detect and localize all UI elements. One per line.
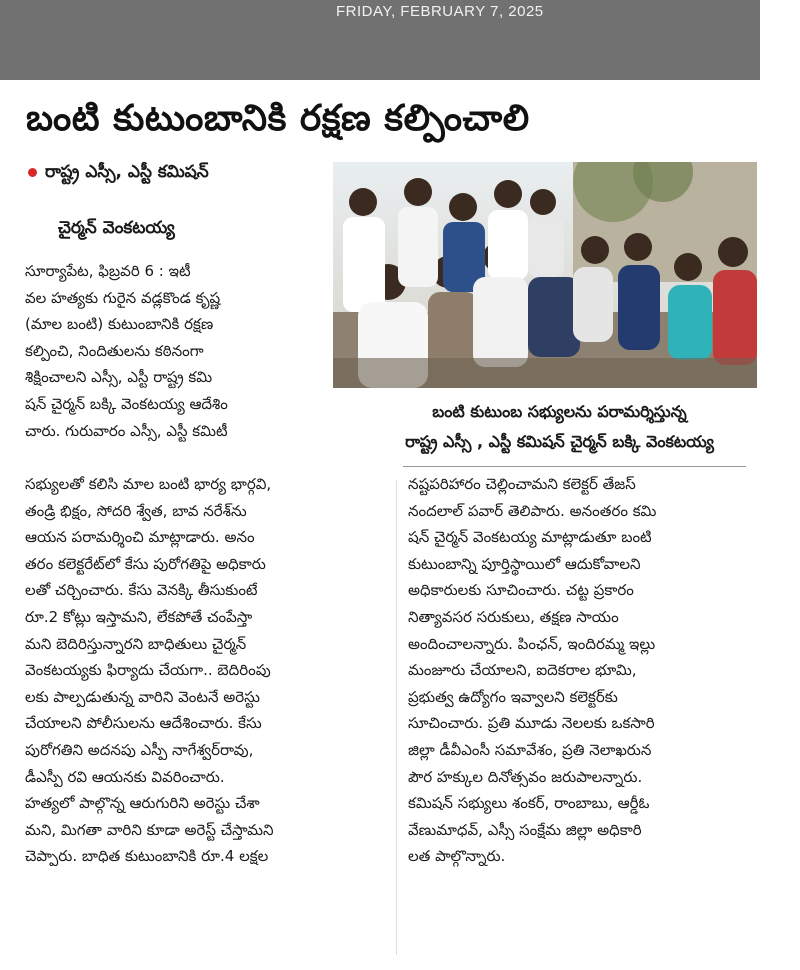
subheadline-1 — [28, 162, 209, 186]
news-photo — [333, 162, 757, 388]
body-column-left-top — [25, 258, 325, 444]
page-margin — [760, 0, 800, 970]
photo-caption-line: బంటి కుటుంబ సభ్యులను పరామర్శిస్తున్న — [432, 402, 687, 421]
group-meeting-photo-icon — [333, 162, 757, 388]
body-line: చేయాలని పోలీసులను ఆదేశించారు. కేసు — [25, 714, 262, 733]
subheadline-2: చైర్మన్ వెంకటయ్య — [58, 218, 175, 238]
body-line: (మాల బంటి) కుటుంబానికి రక్షణ — [25, 315, 214, 334]
body-line: కమిషన్ సభ్యులు శంకర్, రాంబాబు, ఆర్డీఓ — [408, 794, 650, 813]
body-line: పురోగతిని అదనపు ఎస్పీ నాగేశ్వర్‌రావు, — [25, 740, 254, 759]
date-banner — [0, 0, 760, 80]
body-line: తండ్రి భిక్షం, సోదరి శ్వేత, బావ నరేశ్‌ను — [25, 501, 247, 520]
date-line: FRIDAY, FEBRUARY 7, 2025 — [336, 3, 544, 20]
body-line: వేణుమాధవ్, ఎస్సీ సంక్షేమ జిల్లా అధికారి — [408, 820, 642, 839]
body-line: అధికారులకు సూచించారు. చట్ట ప్రకారం — [408, 581, 634, 600]
body-line: జిల్లా డీవీఎంసీ సమావేశం, ప్రతి నెలాఖరున — [408, 740, 652, 759]
body-line: నందలాల్ పవార్ తెలిపారు. అనంతరం కమి — [408, 501, 657, 520]
body-line: షన్ చైర్మన్ వెంకటయ్య మాట్లాడుతూ బంటి — [408, 528, 652, 547]
body-line: కుటుంబాన్ని పూర్తిస్థాయిలో ఆదుకోవాలని — [408, 554, 641, 573]
subheadline-1-text: రాష్ట్ర ఎస్సీ, ఎస్టీ కమిషన్ — [45, 162, 209, 182]
article-headline: బంటి కుటుంబానికి రక్షణ కల్పించాలి — [26, 98, 530, 139]
body-line: సూచించారు. ప్రతి మూడు నెలలకు ఒకసారి — [408, 714, 655, 733]
body-line: పౌర హక్కుల దినోత్సవం జరుపాలన్నారు. — [408, 767, 643, 786]
photo-caption — [362, 397, 757, 457]
body-line: లత పాల్గొన్నారు. — [408, 847, 506, 866]
body-line: చారు. గురువారం ఎస్సీ, ఎస్టీ కమిటీ — [25, 421, 228, 440]
caption-divider — [403, 466, 746, 467]
photo-caption-line: రాష్ట్ర ఎస్సీ , ఎస్టీ కమిషన్ చైర్మన్ బక్కి వెంకటయ్య — [405, 432, 714, 451]
body-line: షన్ చైర్మన్ బక్కి వెంకటయ్య ఆదేశిం — [25, 394, 228, 413]
body-line: కల్పించి, నిందితులను కఠినంగా — [25, 341, 204, 360]
bullet-dot-icon — [28, 168, 37, 177]
body-column-left-bottom — [25, 471, 385, 870]
body-line: డీఎస్పీ రవి ఆయనకు వివరించారు. — [25, 767, 225, 786]
body-line: శిక్షించాలని ఎస్సీ, ఎస్టీ రాష్ట్ర కమి — [25, 368, 213, 387]
body-line: లకు పాల్పడుతున్న వారిని వెంటనే అరెస్టు — [25, 687, 260, 706]
body-column-right — [408, 471, 753, 870]
body-line: మని బెదిరిస్తున్నారని బాధితులు చైర్మన్ — [25, 634, 247, 653]
body-line: మని, మిగతా వారిని కూడా అరెస్ట్ చేస్తామని — [25, 820, 274, 839]
body-line: లతో చర్చించారు. కేసు వెనక్కి తీసుకుంటే — [25, 581, 258, 600]
body-line: సూర్యాపేట, ఫిబ్రవరి 6 : ఇటీ — [25, 262, 191, 280]
body-line: వల హత్యకు గురైన వడ్లకొండ కృష్ణ — [25, 288, 221, 307]
body-line: తరం కలెక్టరేట్‌లో కేసు పురోగతిపై అధికారు — [25, 554, 266, 573]
body-line: చెప్పారు. బాధిత కుటుంబానికి రూ.4 లక్షల — [25, 847, 269, 866]
body-line: రూ.2 కోట్లు ఇస్తామని, లేకపోతే చంపేస్తా — [25, 607, 253, 626]
body-line: ప్రభుత్వ ఉద్యోగం ఇవ్వాలని కలెక్టర్‌కు — [408, 687, 618, 706]
body-line: నిత్యావసర సరుకులు, తక్షణ సాయం — [408, 607, 619, 626]
body-line: నష్టపరిహారం చెల్లించామని కలెక్టర్ తేజస్ — [408, 475, 636, 493]
body-line: అందించాలన్నారు. పింఛన్, ఇందిరమ్మ ఇల్లు — [408, 634, 656, 653]
body-line: సభ్యులతో కలిసి మాల బంటి భార్య భార్గవి, — [25, 475, 272, 493]
body-line: మంజూరు చేయాలని, ఐదెకరాల భూమి, — [408, 661, 637, 680]
column-divider — [396, 480, 397, 955]
body-line: హత్యలో పాల్గొన్న ఆరుగురిని అరెస్టు చేశా — [25, 794, 260, 813]
body-line: వెంకటయ్యకు ఫిర్యాదు చేయగా.. బెదిరింపు — [25, 661, 271, 680]
body-line: ఆయన పరామర్శించి మాట్లాడారు. అనం — [25, 528, 255, 547]
